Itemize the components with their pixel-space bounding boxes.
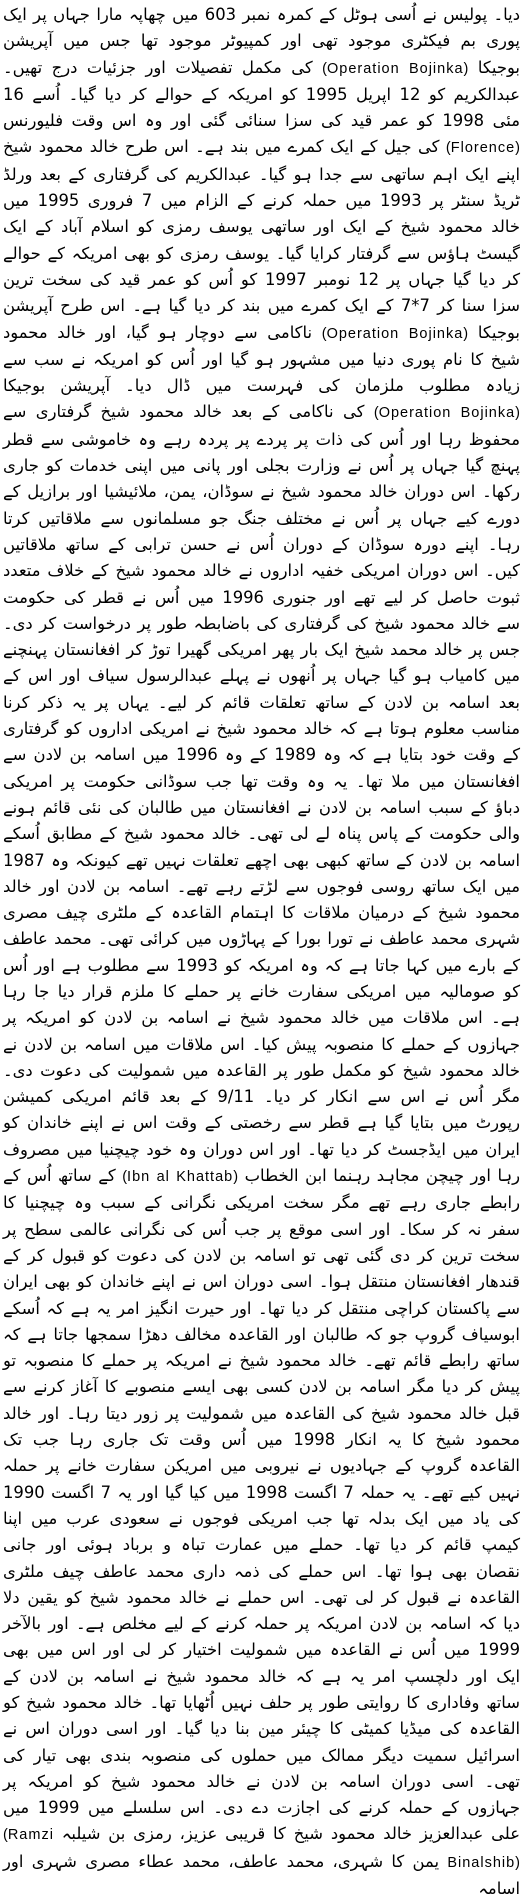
article-text-run: کی جیل کے ایک کمرے میں بند ہے۔ اس طرح خالد محمود شیخ اپنے ایک اہم ساتھی سے جدا ہو گیا۔ عبدالکریم کی گرفتاری کے بعد ورلڈ ٹریڈ سنٹر پر 1993 میں حملہ کرنے کے الزام میں 7 فروری 1995 میں خالد محمود شیخ کے ایک اور ساتھی یوسف رمزی کو اسلام آباد کے ایک گیسٹ ہاؤس سے گرفتار کرایا گیا۔ یوسف رمزی کو بھی امریکہ کے حوالے کر دیا گیا جہاں پر 12 نومبر 1997 کو اُس کو عمر قید کی سخت ترین سزا سنا کر 7*7 کے ایک کمرے میں بند کر دیا گیا ہے۔ اس طرح آپریشن بوجیکا <box>3 137 521 342</box>
latin-term: (Florence) <box>445 140 520 157</box>
latin-term: (Operation Bojinka) <box>321 325 469 342</box>
latin-term: (Operation Bojinka) <box>322 60 469 77</box>
article-text-run: یمن کا شہری، محمد عاطف، محمد عطاء مصری شہری اور اسامہ <box>3 1851 520 1899</box>
latin-term: (Ibn al Khattab) <box>122 1169 239 1186</box>
latin-term: (Ramzi Binalshib) <box>3 1827 520 1871</box>
article-body <box>3 2 520 1902</box>
article-text-run: کے ساتھ اُس کے رابطے جاری رہے تھے مگر سخت امریکی نگرانی کے سبب وہ چیچنیا کا سفر نہ کر سکا۔ اور اسی موقع پر جب اُس کی نگرانی عالمی سطح پر سخت ترین کر دی گئی تھی تو اسامہ بن لادن کی دعوت کو قبول کر کے قندھار افغانستان منتقل ہوا۔ اسی دوران اس نے اپنے خاندان کو بھی ایران سے پاکستان کراچی منتقل کر دیا تھا۔ اور حیرت انگیز امر یہ ہے کہ اُسکے ابوسیاف گروپ جو کہ طالبان اور القاعدہ مخالف دھڑا سمجھا جاتا ہے کہ ساتھ رابطے قائم تھے۔ خالد محمود شیخ نے امریکہ پر حملے کا منصوبہ تو پیش کر دیا مگر اسامہ بن لادن کسی بھی ایسے منصوبے کا آغاز کرنے سے قبل خالد محمود شیخ کی القاعدہ میں شمولیت پر زور دیتا رہا۔ اور خالد محمود شیخ کا یہ انکار 1998 میں اُس وقت تک جاری رہا جب تک القاعدہ گروپ کے جہادیوں نے نیروبی میں امریکن سفارت خانے پر حملہ نہیں کیے تھے۔ یہ حملہ 7 اگست 1998 میں کیا گیا اور یہ 7 اگست 1990 کی یاد میں ایک بدلہ تھا جب امریکی فوجوں نے سعودی عرب میں اپنا کیمپ قائم کر دیا تھا۔ حملے میں عمارت تباہ و برباد ہوئی اور جانی نقصان بھی ہوا تھا۔ اس حملے کی ذمہ داری محمد عاطف چیف ملٹری القاعدہ نے قبول کر لی تھی۔ اس حملے نے خالد محمود شیخ کو یقین دلا دیا کہ اسامہ بن لادن امریکہ پر حملہ کرنے کے لیے مخلص ہے۔ اور بالآخر 1999 میں اُس نے القاعدہ میں شمولیت اختیار کر لی اور اس میں بھی ایک اور دلچسپ امر یہ ہے کہ خالد محمود شیخ نے اسامہ بن لادن کے ساتھ وفاداری کا روایتی طور پر حلف نہیں اُٹھایا تھا۔ خالد محمود شیخ کو القاعدہ کی میڈیا کمیٹی کا چیئر مین بنا دیا گیا۔ اور اسی دوران اس نے اسرائیل سمیت دیگر ممالک میں حملوں کی منصوبہ بندی بھی تیار کی تھی۔ اسی دوران اسامہ بن لادن نے خالد محمود شیخ کو امریکہ پر جہازوں کے حملہ کرنے کی اجازت دے دی۔ اس سلسلے میں 1999 میں علی عبدالعزیز خالد محمود شیخ کا قریبی عزیز، رمزی بن شیلبہ <box>3 1166 521 1844</box>
article-text-run: کی ناکامی کے بعد خالد محمود شیخ گرفتاری سے محفوظ رہا اور اُس کی ذات پر پردے پر پردہ رہے وہ خاموشی سے قطر پہنچ گیا جہاں پر اُس نے وزارت بجلی اور پانی میں اپنی خدمات کو جاری رکھا۔ اس دوران خالد محمود شیخ نے سوڈان، یمن، ملائیشیا اور برازیل کے دورے کیے جہاں پر اُس نے مختلف جنگ جو مسلمانوں سے ملاقاتیں کرتا رہا۔ اپنے دورہ سوڈان کے دوران اُس نے حسن ترابی کے ساتھ ملاقاتیں کیں۔ اس دوران امریکی خفیہ اداروں نے خالد محمود شیخ کے خلاف متعدد ثبوت حاصل کر لیے تھے اور جنوری 1996 میں اُس نے قطر کی حکومت سے خالد محمود شیخ کی گرفتاری کی باضابطہ طور پر درخواست کر دی۔ جس پر خالد محمد شیخ ایک بار پھر امریکی گھیرا توڑ کر افغانستان پہنچنے میں کامیاب ہو گیا جہاں پر اُنھوں نے پہلے عبدالرسول سیاف اور اس کے بعد اسامہ بن لادن کے ساتھ تعلقات قائم کر لیے۔ یہاں پر یہ ذکر کرنا مناسب معلوم ہوتا ہے کہ خالد محمود شیخ نے امریکی اداروں کو گرفتاری کے وقت خود بتایا ہے کہ وہ 1989 کے وہ 1996 میں اسامہ بن لادن سے افغانستان میں ملا تھا۔ یہ وہ وقت تھا جب سوڈانی حکومت پر امریکی دباؤ کے سبب اسامہ بن لادن نے افغانستان میں طالبان کی نئی قائم ہونے والی حکومت کے پاس پناہ لے لی تھی۔ خالد محمود شیخ کے مطابق اُسکے اسامہ بن لادن کے ساتھ کبھی بھی اچھے تعلقات نہیں تھے کیونکہ وہ 1987 میں ایک ساتھ روسی فوجوں سے لڑتے رہے تھے۔ اسامہ بن لادن اور خالد محمود شیخ کے درمیان ملاقات کا اہتمام القاعدہ کے ملٹری چیف مصری شہری محمد عاطف نے تورا بورا کے پہاڑوں میں کرائی تھی۔ محمد عاطف کے بارے میں کہا جاتا ہے کہ وہ امریکہ کو 1993 سے مطلوب ہے اور اُس کو صومالیہ میں امریکی سفارت خانے پر حملے کا ملزم قرار دیا جا رہا ہے۔ اس ملاقات میں خالد محمود شیخ نے اسامہ بن لادن کو امریکہ پر جہازوں کے حملے کا منصوبہ پیش کیا۔ اس ملاقات میں اسامہ بن لادن نے خالد محمود شیخ کو مکمل طور پر القاعدہ میں شمولیت کی دعوت دی۔ مگر اُس نے اس سے انکار کر دیا۔ 9/11 کے بعد قائم امریکی کمیشن رپورٹ میں بتایا گیا ہے قطر سے رخصتی کے وقت اس نے اپنے خاندان کو ایران میں ایڈجسٹ کر دیا تھا۔ اور اس دوران وہ خود چیچنیا میں مصروف رہا اور چیچن مجاہد رہنما ابن الخطاب <box>3 402 520 1186</box>
article-text-run: کی مکمل تفصیلات اور جزئیات درج تھیں۔ عبدالکریم کو 12 اپریل 1995 کو امریکہ کے حوالے کر دیا گیا۔ اُسے 16 مئی 1998 کو عمر قید کی سزا سنائی گئی اور وہ اس وقت فلیورنس <box>3 57 521 131</box>
latin-term: (Operation Bojinka) <box>373 405 520 422</box>
article-text-run: دیا۔ پولیس نے اُسی ہوٹل کے کمرہ نمبر 603 میں چھاپہ مارا جہاں پر ایک پوری بم فیکٹری موجود تھی اور کمپیوٹر موجود تھا جس میں آپریشن بوجیکا <box>3 5 520 77</box>
article-text-run: ناکامی سے دوچار ہو گیا، اور خالد محمود شیخ کا نام پوری دنیا میں مشہور ہو گیا اور اُس کو امریکہ نے سب سے زیادہ مطلوب ملزمان کی فہرست میں ڈال دیا۔ آپریشن بوجیکا <box>3 322 520 396</box>
